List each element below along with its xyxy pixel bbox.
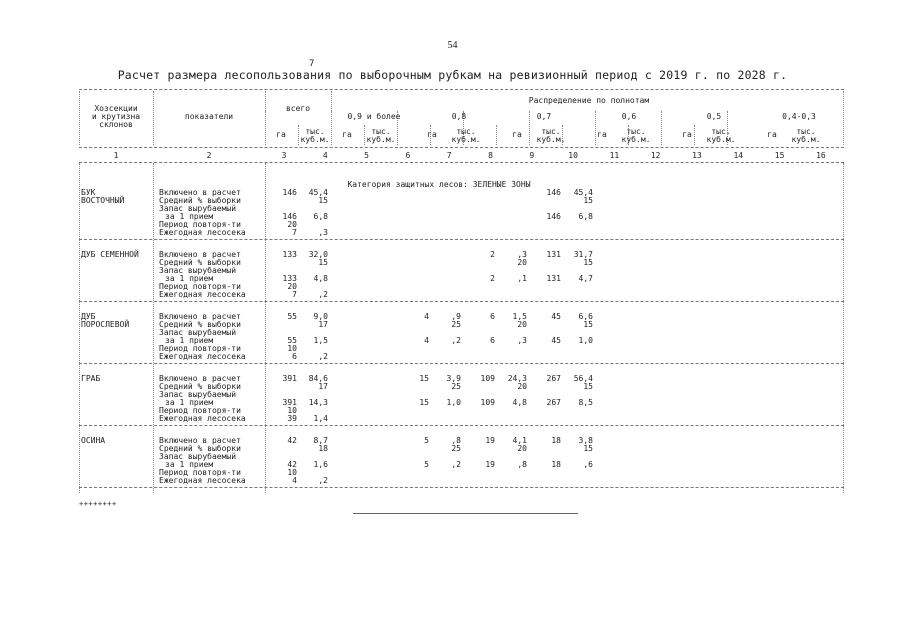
header-sep-section — [153, 91, 154, 145]
table-cell: ,8 — [517, 460, 527, 469]
indicator-label: Ежегодная лесосека — [159, 290, 246, 299]
column-number: 13 — [692, 151, 702, 160]
column-number: 16 — [816, 151, 826, 160]
column-number: 12 — [650, 151, 661, 160]
table-cell: 391 — [282, 398, 297, 407]
table-cell: 17 — [318, 320, 328, 329]
table-cell: 146 — [546, 212, 561, 221]
table-cell: ,3 — [517, 336, 527, 345]
section-divider — [79, 363, 844, 364]
table-cell: 4,7 — [578, 274, 593, 283]
indicator-label: Включено в расчет — [159, 250, 241, 259]
indicator-label: Ежегодная лесосека — [159, 352, 246, 361]
header-unit-vol: тыс. — [541, 127, 561, 136]
table-cell: 15 — [419, 374, 429, 383]
table-cell: 20 — [517, 320, 527, 329]
table-cell: 9,0 — [313, 312, 328, 321]
column-number: 8 — [488, 151, 493, 160]
table-cell: 15 — [318, 196, 328, 205]
table-cell: 2 — [490, 250, 495, 259]
indicator-label: Средний % выборки — [159, 258, 241, 267]
page-title: Расчет размера лесопользования по выборочным рубкам на ревизионный период с 2019 г. по 2028 г. — [117, 68, 788, 82]
header-density-2: 0,7 — [536, 112, 552, 121]
table-cell: 55 — [287, 312, 297, 321]
table-cell: 6 — [292, 352, 297, 361]
table-cell: ,2 — [318, 352, 328, 361]
table-cell: 20 — [287, 220, 297, 229]
section-divider — [79, 425, 844, 426]
table-cell: 15 — [318, 258, 328, 267]
indicator-label: Включено в расчет — [159, 188, 241, 197]
header-density-3: 0,6 — [621, 112, 637, 121]
header-unit-vol: тыс. — [626, 127, 646, 136]
table-cell: 84,6 — [308, 374, 328, 383]
table-cell: 6 — [490, 336, 495, 345]
table-cell: 20 — [287, 282, 297, 291]
table-cell: 146 — [282, 188, 297, 197]
table-cell: 6,8 — [313, 212, 328, 221]
table-cell: 131 — [546, 274, 561, 283]
header-section-label: склонов — [99, 120, 133, 129]
table-cell: 55 — [287, 336, 297, 345]
header-unit-vol-2: куб.м. — [706, 135, 736, 144]
indicator-label: Средний % выборки — [159, 196, 241, 205]
header-section-label: и крутизна — [91, 112, 141, 121]
table-cell: 1,0 — [578, 336, 593, 345]
table-cell: 10 — [287, 468, 297, 477]
table-cell: 10 — [287, 406, 297, 415]
indicator-label: Запас вырубаемый — [159, 266, 237, 275]
table-cell: 45,4 — [573, 188, 593, 197]
header-unit-ha: га — [512, 130, 522, 139]
table-cell: 8,7 — [313, 436, 328, 445]
header-unit-ha: га — [427, 130, 437, 139]
table-cell: 10 — [287, 344, 297, 353]
table-cell: 15 — [583, 382, 593, 391]
table-cell: 15 — [583, 196, 593, 205]
table-cell: 267 — [546, 398, 561, 407]
table-cell: 15 — [583, 320, 593, 329]
header-unit-vol-2: куб.м. — [451, 135, 481, 144]
table-cell: 19 — [485, 460, 495, 469]
table-cell: ,8 — [451, 436, 461, 445]
section-name: ГРАБ — [81, 374, 101, 383]
table-cell: ,2 — [451, 336, 461, 345]
indicator-label: Ежегодная лесосека — [159, 476, 246, 485]
indicator-label: Ежегодная лесосека — [159, 414, 246, 423]
section-divider — [79, 487, 844, 488]
section-name: ДУБ — [81, 312, 96, 321]
table-cell: 20 — [517, 444, 527, 453]
table-cell: 14,3 — [308, 398, 328, 407]
indicator-label: Средний % выборки — [159, 320, 241, 329]
title-superscript: 7 — [309, 59, 315, 69]
table-cell: ,3 — [517, 250, 527, 259]
table-cell: 5 — [424, 436, 429, 445]
table-cell: 6,8 — [578, 212, 593, 221]
header-unit-vol-2: куб.м. — [791, 135, 821, 144]
table-cell: 6,6 — [578, 312, 593, 321]
header-total-label: всего — [285, 104, 311, 113]
table-top-rule — [79, 89, 844, 90]
column-number: 14 — [733, 151, 744, 160]
indicator-label: Запас вырубаемый — [159, 390, 237, 399]
footer-rule — [353, 513, 578, 514]
table-cell: 18 — [318, 444, 328, 453]
table-cell: 25 — [451, 444, 461, 453]
header-unit-vol-2: куб.м. — [621, 135, 651, 144]
header-bottom-rule — [79, 147, 844, 148]
indicator-label: Период повторя-ти — [159, 344, 241, 353]
table-cell: 1,5 — [313, 336, 328, 345]
footer-marks: ++++++++ — [79, 500, 117, 508]
table-cell: 5 — [424, 460, 429, 469]
table-cell: ,9 — [451, 312, 461, 321]
category-label: Категория защитных лесов: ЗЕЛЕНЫЕ ЗОНЫ — [347, 180, 531, 189]
table-cell: 109 — [480, 374, 495, 383]
column-number: 6 — [405, 151, 411, 160]
header-distribution-label: Распределение по полнотам — [528, 96, 650, 105]
table-cell: 1,5 — [512, 312, 527, 321]
header-unit-vol: тыс. — [371, 127, 391, 136]
table-cell: 32,0 — [308, 250, 328, 259]
indicator-label: Запас вырубаемый — [159, 452, 237, 461]
colnum-bottom-rule — [79, 162, 844, 163]
table-cell: 4 — [424, 312, 429, 321]
body-sep-left — [79, 163, 80, 493]
table-cell: 45 — [551, 312, 561, 321]
indicator-label: за 1 прием — [165, 212, 214, 221]
table-cell: ,2 — [318, 476, 328, 485]
indicator-label: за 1 прием — [165, 336, 214, 345]
indicator-label: Включено в расчет — [159, 312, 241, 321]
body-sep-right — [843, 163, 844, 493]
table-cell: ,2 — [451, 460, 461, 469]
table-cell: 8,5 — [578, 398, 593, 407]
header-unit-vol-2: куб.м. — [536, 135, 566, 144]
column-number: 5 — [364, 151, 369, 160]
indicator-label: Запас вырубаемый — [159, 204, 237, 213]
header-indicators-label: показатели — [184, 112, 234, 121]
column-number: 10 — [568, 151, 578, 160]
indicator-label: за 1 прием — [165, 398, 214, 407]
section-divider — [79, 239, 844, 240]
table-cell: ,2 — [318, 290, 328, 299]
table-cell: 42 — [287, 436, 297, 445]
table-cell: 17 — [318, 382, 328, 391]
table-cell: 31,7 — [573, 250, 593, 259]
header-sep-left — [79, 91, 80, 145]
section-name: БУК — [81, 188, 96, 197]
table-cell: 45 — [551, 336, 561, 345]
indicator-label: Включено в расчет — [159, 374, 241, 383]
table-cell: 146 — [282, 212, 297, 221]
header-sep-right — [843, 91, 844, 145]
table-cell: 3,9 — [446, 374, 461, 383]
table-cell: 133 — [282, 274, 297, 283]
table-cell: 133 — [282, 250, 297, 259]
table-cell: 39 — [287, 414, 297, 423]
table-cell: 42 — [287, 460, 297, 469]
table-cell: 131 — [546, 250, 561, 259]
indicator-label: Запас вырубаемый — [159, 328, 237, 337]
header-unit-vol-2: куб.м. — [366, 135, 396, 144]
column-number: 7 — [446, 151, 452, 160]
header-unit-vol: тыс. — [456, 127, 476, 136]
table-cell: 1,6 — [313, 460, 328, 469]
table-cell: 4 — [292, 476, 297, 485]
column-number: 4 — [322, 151, 328, 160]
header-density-4: 0,5 — [706, 112, 722, 121]
indicator-label: Период повторя-ти — [159, 406, 241, 415]
table-cell: 45,4 — [308, 188, 328, 197]
section-name: ОСИНА — [81, 436, 106, 445]
table-cell: ,3 — [318, 228, 328, 237]
indicator-label: Средний % выборки — [159, 382, 241, 391]
section-name: ВОСТОЧНЫЙ — [81, 196, 125, 205]
indicator-label: Период повторя-ти — [159, 220, 241, 229]
allowable-cut-table — [79, 89, 844, 495]
table-cell: 18 — [551, 436, 561, 445]
column-number: 15 — [774, 151, 785, 160]
section-name: ДУБ СЕМЕННОЙ — [81, 250, 139, 259]
table-cell: 4,8 — [313, 274, 328, 283]
column-number: 1 — [113, 151, 119, 160]
column-number: 11 — [609, 151, 620, 160]
header-sep-pair-0 — [265, 111, 266, 145]
table-cell: 15 — [583, 444, 593, 453]
table-cell: 15 — [583, 258, 593, 267]
header-density-1: 0,8 — [451, 112, 467, 121]
table-cell: 6 — [490, 312, 495, 321]
table-cell: 19 — [485, 436, 495, 445]
table-cell: 20 — [517, 258, 527, 267]
header-unit-vol: тыс. — [711, 127, 731, 136]
table-cell: 25 — [451, 382, 461, 391]
table-cell: 4,8 — [512, 398, 527, 407]
header-unit-ha: га — [767, 130, 777, 139]
indicator-label: Средний % выборки — [159, 444, 241, 453]
table-cell: 4,1 — [512, 436, 527, 445]
section-name: ПОРОСЛЕВОЙ — [81, 320, 130, 329]
header-unit-vol-2: куб.м. — [300, 135, 330, 144]
header-unit-vol: тыс. — [305, 127, 325, 136]
table-cell: 15 — [419, 398, 429, 407]
indicator-label: за 1 прием — [165, 274, 214, 283]
table-cell: 391 — [282, 374, 297, 383]
table-cell: 7 — [292, 290, 297, 299]
header-density-5: 0,4-0,3 — [782, 112, 816, 121]
table-cell: ,1 — [517, 274, 527, 283]
header-sep-pair-1 — [331, 111, 332, 145]
table-cell: 25 — [451, 320, 461, 329]
header-density-0: 0,9 и более — [347, 112, 401, 121]
body-sep-section — [153, 163, 154, 493]
header-unit-ha: га — [342, 130, 352, 139]
section-divider — [79, 301, 844, 302]
indicator-label: Включено в расчет — [159, 436, 241, 445]
table-cell: 24,3 — [507, 374, 527, 383]
table-cell: 7 — [292, 228, 297, 237]
table-cell: 18 — [551, 460, 561, 469]
header-unit-ha: га — [682, 130, 692, 139]
table-cell: 4 — [424, 336, 429, 345]
table-cell: 1,4 — [313, 414, 328, 423]
indicator-label: Ежегодная лесосека — [159, 228, 246, 237]
header-unit-ha: га — [597, 130, 607, 139]
table-cell: 109 — [480, 398, 495, 407]
page-number: 54 — [447, 40, 458, 51]
table-cell: 1,0 — [446, 398, 461, 407]
indicator-label: за 1 прием — [165, 460, 214, 469]
table-cell: 267 — [546, 374, 561, 383]
header-section-label: Хозсекции — [94, 104, 138, 113]
table-cell: 3,8 — [578, 436, 593, 445]
table-cell: 20 — [517, 382, 527, 391]
indicator-label: Период повторя-ти — [159, 468, 241, 477]
indicator-label: Период повторя-ти — [159, 282, 241, 291]
table-cell: ,6 — [583, 460, 593, 469]
column-number: 9 — [529, 151, 535, 160]
table-cell: 2 — [490, 274, 495, 283]
column-number: 3 — [281, 151, 287, 160]
header-unit-ha: га — [276, 130, 286, 139]
table-cell: 56,4 — [573, 374, 593, 383]
column-number: 2 — [206, 151, 212, 160]
header-unit-vol: тыс. — [796, 127, 816, 136]
table-cell: 146 — [546, 188, 561, 197]
header-sep-sub-3 — [496, 125, 497, 145]
